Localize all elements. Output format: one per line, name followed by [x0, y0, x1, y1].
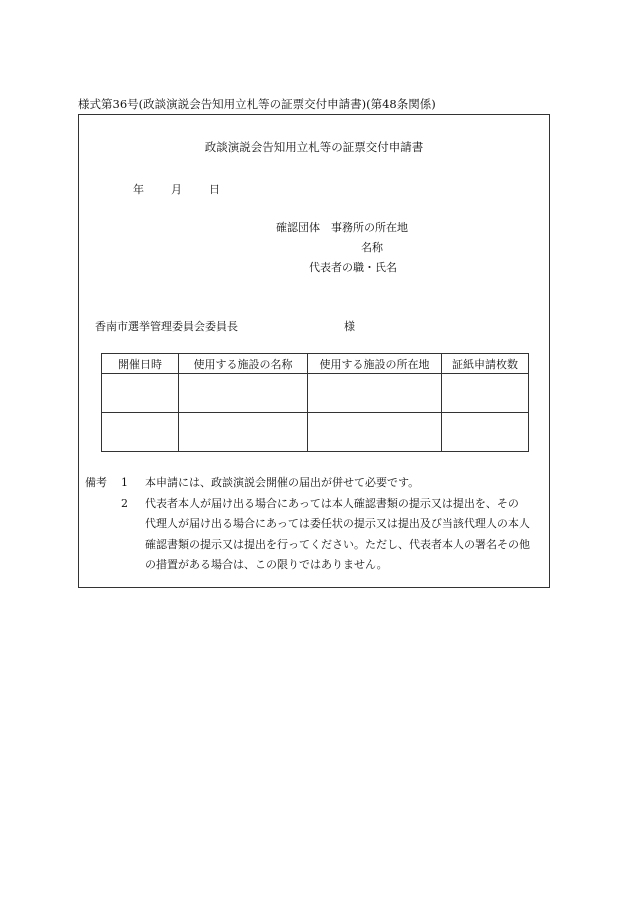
- applicant-representative: 代表者の職・氏名: [309, 261, 397, 274]
- date-year: 年: [133, 183, 144, 196]
- note-item-2: [85, 494, 530, 515]
- table-header-row: [102, 354, 529, 374]
- header-date-time: 開催日時: [102, 354, 179, 374]
- form-frame: [78, 114, 550, 588]
- table-cell[interactable]: [102, 413, 179, 452]
- applicant-office-address: 確認団体 事務所の所在地: [276, 221, 408, 234]
- date-row: [133, 181, 220, 197]
- notes: [85, 473, 530, 576]
- header-facility-name: 使用する施設の名称: [179, 354, 308, 374]
- note-number: 2: [121, 496, 128, 510]
- note-text-continuation: 代理人が届け出る場合にあっては委任状の提示又は提出及び当該代理人の本人: [145, 517, 530, 530]
- notes-label: 備考: [85, 476, 107, 489]
- note-item-1: [85, 473, 530, 494]
- applicant-block: [276, 218, 408, 278]
- note-number: 1: [121, 476, 128, 489]
- honorific: 様: [344, 320, 355, 333]
- table-row: [102, 413, 529, 452]
- application-table: [101, 353, 529, 452]
- date-day: 日: [209, 183, 220, 196]
- table-cell[interactable]: [308, 413, 442, 452]
- note-text: 代表者本人が届け出る場合にあっては本人確認書類の提示又は提出を、その: [145, 496, 519, 510]
- applicant-name: 名称: [361, 241, 383, 254]
- table-cell[interactable]: [179, 374, 308, 413]
- addressee: 香南市選挙管理委員会委員長: [95, 320, 238, 333]
- note-text-continuation: の措置がある場合は、この限りではありません。: [145, 558, 388, 571]
- table-cell[interactable]: [308, 374, 442, 413]
- form-caption: 様式第36号(政談演説会告知用立札等の証票交付申請書)(第48条関係): [78, 97, 436, 111]
- table-row: [102, 374, 529, 413]
- note-text: 本申請には、政談演説会開催の届出が併せて必要です。: [145, 476, 420, 489]
- table-cell[interactable]: [442, 413, 529, 452]
- date-month: 月: [171, 183, 182, 196]
- note-text-continuation: 確認書類の提示又は提出を行ってください。ただし、代表者本人の署名その他: [145, 537, 530, 551]
- form-title: 政談演説会告知用立札等の証票交付申請書: [204, 140, 424, 154]
- table-cell[interactable]: [442, 374, 529, 413]
- header-facility-location: 使用する施設の所在地: [308, 354, 442, 374]
- table-cell[interactable]: [102, 374, 179, 413]
- header-stamp-count: 証紙申請枚数: [442, 354, 529, 374]
- table-cell[interactable]: [179, 413, 308, 452]
